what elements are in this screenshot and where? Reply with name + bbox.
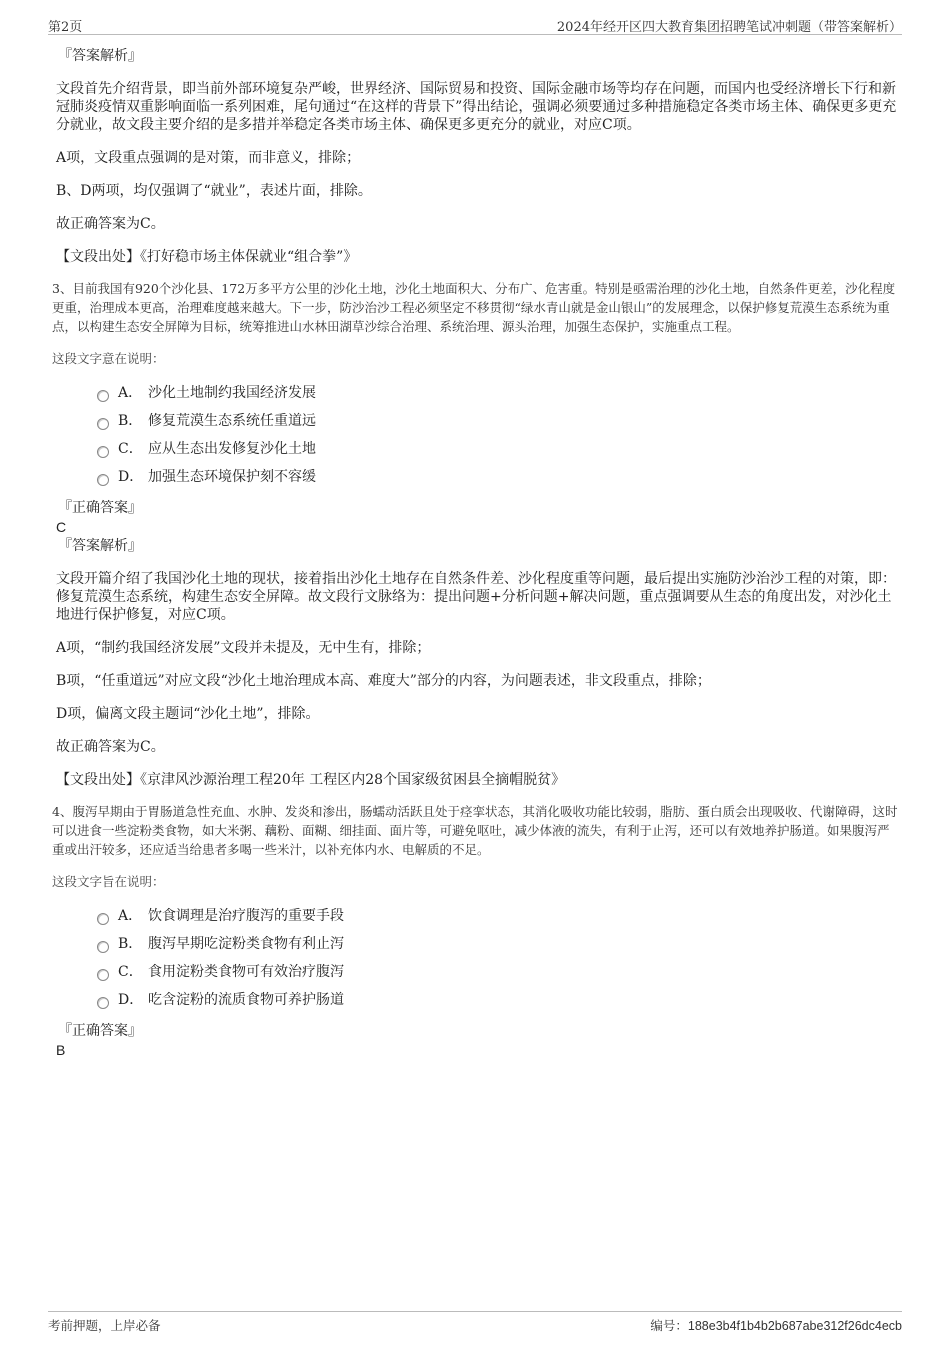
q3-option-b[interactable] xyxy=(56,411,898,439)
q2-source: 【文段出处】《打好稳市场主体保就业“组合拳”》 xyxy=(56,249,358,265)
page-content xyxy=(52,46,898,1059)
q4-option-b[interactable] xyxy=(56,934,898,962)
option-letter: A． xyxy=(118,908,143,924)
q4-option-c[interactable] xyxy=(56,962,898,990)
radio-icon[interactable] xyxy=(97,446,109,458)
radio-icon[interactable] xyxy=(97,997,109,1009)
option-text: 沙化土地制约我国经济发展 xyxy=(148,385,316,401)
q4-prompt: 这段文字旨在说明： xyxy=(52,874,165,889)
option-letter: A． xyxy=(118,385,143,401)
page-number: 第2页 xyxy=(48,20,83,35)
option-letter: C． xyxy=(118,441,143,457)
option-letter: D． xyxy=(118,992,144,1008)
option-text: 加强生态环境保护刻不容缓 xyxy=(148,469,316,485)
q2-note-a: A项，文段重点强调的是对策，而非意义，排除； xyxy=(56,150,361,166)
q4-stem: 4、腹泻早期由于胃肠道急性充血、水肿、发炎和渗出，肠蠕动活跃且处于痉挛状态，其消化吸收功能比较弱，脂肪、蛋白质会出现吸收、代谢障碍，这时可以进食一些淀粉类食物，如大米粥、藕粉、面糊、细挂面、面片等，可避免呕吐，减少体液的流失，有利于止泻，还可以有效地养护肠道。如果腹泻严重或出汗较多，还应适当给患者多喝一些米汁，以补充体内水、电解质的不足。 xyxy=(52,804,898,857)
option-text: 腹泻早期吃淀粉类食物有利止泻 xyxy=(148,936,344,952)
footer-code-label: 编号： xyxy=(650,1318,688,1333)
q4-options xyxy=(56,906,898,1018)
q2-note-bd: B、D两项，均仅强调了“就业”，表述片面，排除。 xyxy=(56,183,372,199)
q4-option-d[interactable] xyxy=(56,990,898,1018)
q3-prompt: 这段文字意在说明： xyxy=(52,351,165,366)
q3-options xyxy=(56,383,898,495)
option-text: 饮食调理是治疗腹泻的重要手段 xyxy=(148,908,344,924)
page-header xyxy=(48,14,902,35)
radio-icon[interactable] xyxy=(97,474,109,486)
q2-analysis-text: 文段首先介绍背景，即当前外部环境复杂严峻，世界经济、国际贸易和投资、国际金融市场等均存在问题，而国内也受经济增长下行和新冠肺炎疫情双重影响面临一系列困难，尾句通过“在这样的背景下”得出结论，强调必须要通过多种措施稳定各类市场主体、确保更多更充分就业，故文段主要介绍的是多措并举稳定各类市场主体、确保更多更充分的就业，对应C项。 xyxy=(56,81,897,133)
q4-answer: B xyxy=(56,1042,66,1058)
q3-option-d[interactable] xyxy=(56,467,898,495)
option-letter: B． xyxy=(118,936,143,952)
q4-answer-label: 『正确答案』 xyxy=(58,1023,142,1039)
radio-icon[interactable] xyxy=(97,390,109,402)
option-letter: D． xyxy=(118,469,144,485)
option-letter: C． xyxy=(118,964,143,980)
option-text: 食用淀粉类食物可有效治疗腹泻 xyxy=(148,964,344,980)
document-title: 2024年经开区四大教育集团招聘笔试冲刺题（带答案解析） xyxy=(556,20,902,35)
option-text: 吃含淀粉的流质食物可养护肠道 xyxy=(148,992,344,1008)
footer-slogan: 考前押题，上岸必备 xyxy=(48,1318,161,1333)
q3-analysis-label: 『答案解析』 xyxy=(58,538,142,554)
radio-icon[interactable] xyxy=(97,941,109,953)
q2-analysis-label: 『答案解析』 xyxy=(58,48,142,64)
q3-note-a: A项，“制约我国经济发展”文段并未提及，无中生有，排除； xyxy=(56,640,431,656)
q3-note-b: B项，“任重道远”对应文段“沙化土地治理成本高、难度大”部分的内容，为问题表述，非文段重点，排除； xyxy=(56,673,711,689)
radio-icon[interactable] xyxy=(97,913,109,925)
q3-option-a[interactable] xyxy=(56,383,898,411)
radio-icon[interactable] xyxy=(97,969,109,981)
q3-option-c[interactable] xyxy=(56,439,898,467)
q3-source: 【文段出处】《京津风沙源治理工程20年 工程区内28个国家级贫困县全摘帽脱贫》 xyxy=(56,772,566,788)
q3-answer: C xyxy=(56,519,67,535)
footer-code-value: 188e3b4f1b4b2b687abe312f26dc4ecb xyxy=(687,1319,902,1333)
q3-analysis-text: 文段开篇介绍了我国沙化土地的现状，接着指出沙化土地存在自然条件差、沙化程度重等问题，最后提出实施防沙治沙工程的对策，即：修复荒漠生态系统，构建生态安全屏障。故文段行文脉络为：提出问题+分析问题+解决问题，重点强调要从生态的角度出发，对沙化土地进行保护修复，对应C项。 xyxy=(56,571,896,623)
page-footer xyxy=(48,1311,902,1332)
q3-conclusion: 故正确答案为C。 xyxy=(56,739,165,755)
q2-conclusion: 故正确答案为C。 xyxy=(56,216,165,232)
q3-answer-label: 『正确答案』 xyxy=(58,500,142,516)
footer-code xyxy=(650,1316,902,1334)
option-letter: B． xyxy=(118,413,143,429)
q3-note-d: D项，偏离文段主题词“沙化土地”，排除。 xyxy=(56,706,320,722)
q4-option-a[interactable] xyxy=(56,906,898,934)
radio-icon[interactable] xyxy=(97,418,109,430)
option-text: 应从生态出发修复沙化土地 xyxy=(148,441,316,457)
option-text: 修复荒漠生态系统任重道远 xyxy=(148,413,316,429)
q3-stem: 3、目前我国有920个沙化县、172万多平方公里的沙化土地，沙化土地面积大、分布广、危害重。特别是亟需治理的沙化土地，自然条件更差，沙化程度更重，治理成本更高，治理难度越来越大。下一步，防沙治沙工程必须坚定不移贯彻“绿水青山就是金山银山”的发展理念，以保护修复荒漠生态系统为重点，以构建生态安全屏障为目标，统筹推进山水林田湖草沙综合治理、系统治理、源头治理，加强生态保护，实施重点工程。 xyxy=(52,281,896,334)
